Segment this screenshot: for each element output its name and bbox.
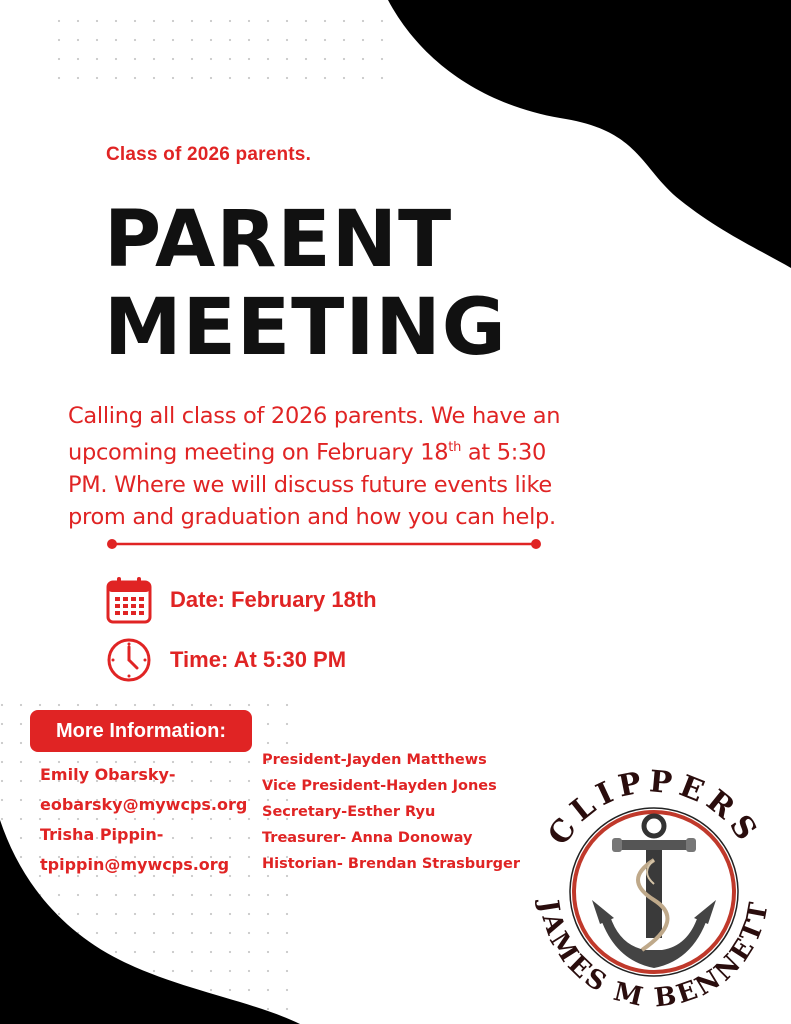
contact-name-1: Emily Obarsky- [40,765,176,784]
officer-list [262,747,520,877]
school-logo [522,760,786,1024]
body-text-superscript: th [448,440,462,455]
clock-icon [106,636,152,684]
logo-bottom-text: JAMES M BENNETT [533,897,776,1014]
date-row [106,576,377,624]
subtitle: Class of 2026 parents. [106,144,312,165]
body-paragraph [68,400,588,533]
officer-secretary: Secretary-Esther Ryu [262,804,436,820]
more-information-button: More Information: [30,710,252,752]
headline-line-1: PARENT [104,195,453,285]
officer-historian: Historian- Brendan Strasburger [262,856,520,872]
calendar-icon [106,576,152,624]
contact-list [40,760,247,880]
officer-president: President-Jayden Matthews [262,752,487,768]
contact-email-2[interactable]: tpippin@mywcps.org [40,855,230,874]
divider-line [106,538,542,550]
contact-name-2: Trisha Pippin- [40,825,164,844]
officer-vice-president: Vice President-Hayden Jones [262,778,497,794]
officer-treasurer: Treasurer- Anna Donoway [262,830,473,846]
body-text-part-2: at 5:30 PM. Where we will discuss future events like prom and graduation and how you can help. [68,439,556,530]
date-label: Date: February 18th [170,587,377,612]
time-row [106,636,346,684]
body-text-part-1: Calling all class of 2026 parents. We have an upcoming meeting on February 18 [68,403,561,466]
logo-top-text: CLIPPERS [541,764,767,852]
time-label: Time: At 5:30 PM [170,647,347,672]
headline [104,196,507,372]
dot-grid-top [55,10,385,90]
headline-line-2: MEETING [104,283,507,373]
contact-email-1[interactable]: eobarsky@mywcps.org [40,795,248,814]
